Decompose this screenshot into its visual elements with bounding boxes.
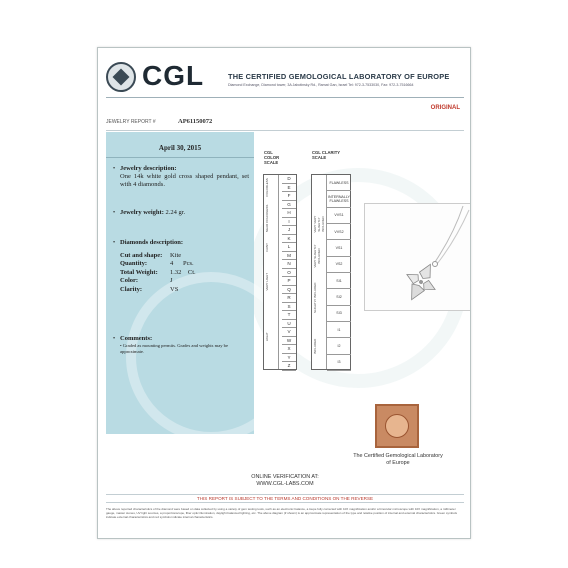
- seal-caption: The Certified Gemological Laboratory of Europe: [353, 453, 443, 466]
- color-grade: Y: [282, 354, 296, 363]
- color-grade: J: [282, 226, 296, 235]
- clarity-grade: SI1: [327, 273, 351, 289]
- color-grade: H: [282, 209, 296, 218]
- seal-emblem-icon: [385, 414, 409, 438]
- lab-seal: [375, 404, 419, 448]
- fine-print: The above reported characteristics of the diamond were based on data collected by using a variety of gem testing tools, such as an electronic balance, a loupe fully corrected with 10X magnification and/or a binocular microscope with 10X magnification, a millimeter gauge, master stones, UV light sources, a proportionscope, fiber optic illumination, daylight balanced lighting, etc. The above diagram (if shown) is an approximate representation of the type and relative position of internal and external characteristics. Green symbols indicate external characteristics and red symbols indicate internal characteristics.: [106, 507, 457, 519]
- report-date: April 30, 2015: [158, 144, 202, 152]
- color-grade: L: [282, 243, 296, 252]
- cross-pendant-icon: [365, 204, 471, 312]
- original-badge: ORIGINAL: [430, 105, 460, 111]
- weight-value: 2.24 gr.: [165, 209, 186, 216]
- diamonds-section: [113, 239, 249, 294]
- color-group-label: COLORLESS: [265, 178, 269, 197]
- clarity-group-label: INCLUDED: [313, 338, 317, 355]
- clarity-grade: INTERNALLY FLAWLESS: [327, 191, 351, 207]
- color-grade: O: [282, 269, 296, 278]
- clarity-grade: I3: [327, 355, 351, 371]
- clarity-grade: I2: [327, 338, 351, 354]
- lab-address: Diamond Exchange, Diamond tower, 3A Jabotinsky Rd., Ramat Gan, Israel Tel: 972-3-7533030, Fax: 972-3-7516664: [228, 83, 414, 87]
- color-grade: T: [282, 311, 296, 320]
- comments-title: Comments:: [120, 335, 153, 342]
- diamonds-title: Diamonds description:: [120, 239, 184, 246]
- clarity-scale: [311, 150, 351, 365]
- report-number: AP61150072: [178, 118, 213, 125]
- color-grade: F: [282, 192, 296, 201]
- bullet-icon: •: [113, 210, 116, 216]
- diamond-key: Cut and shape:: [120, 252, 163, 259]
- color-grade: W: [282, 337, 296, 346]
- divider: [106, 157, 254, 158]
- color-grade: P: [282, 277, 296, 286]
- diamond-row: [113, 260, 249, 268]
- color-grade: N: [282, 260, 296, 269]
- online-verification: [98, 474, 471, 488]
- certificate: [97, 47, 471, 539]
- color-grade: G: [282, 201, 296, 210]
- color-group-label: FAINT: [265, 243, 269, 252]
- color-scale-heading: CGL COLOR SCALE: [264, 150, 280, 165]
- clarity-group-label: VERY VERY SLIGHTLY INCLUDED: [313, 215, 325, 233]
- diamond-value: VS: [170, 285, 179, 293]
- color-grade: V: [282, 328, 296, 337]
- color-grade: X: [282, 345, 296, 354]
- bullet-icon: •: [113, 166, 116, 172]
- description-text: One 14k white gold cross shaped pendant, set with 4 diamonds.: [120, 173, 249, 188]
- clarity-grade: I1: [327, 322, 351, 338]
- color-grade: S: [282, 303, 296, 312]
- color-grade: Z: [282, 362, 296, 371]
- clarity-grade: VVS2: [327, 224, 351, 240]
- bullet-icon: •: [113, 240, 116, 246]
- diamond-row: [113, 277, 249, 285]
- logo-text: CGL: [142, 60, 205, 91]
- diamond-key: Clarity:: [120, 285, 143, 293]
- description-title: Jewelry description:: [120, 165, 177, 172]
- clarity-scale-ladder: [311, 174, 351, 370]
- clarity-group-label: VERY SLIGHTLY INCLUDED: [313, 245, 321, 269]
- diamond-key: Total Weight:: [120, 268, 158, 276]
- color-grade: Q: [282, 286, 296, 295]
- diamond-row: [113, 269, 249, 277]
- color-scale-ladder: [263, 174, 297, 370]
- pendant-photo: [364, 203, 471, 311]
- diamond-key: Quantity:: [120, 260, 148, 268]
- color-scale: [263, 150, 303, 369]
- diamond-row: [113, 286, 249, 294]
- clarity-grade: SI2: [327, 289, 351, 305]
- clarity-grade: VVS1: [327, 208, 351, 224]
- diamond-value: 1.32 Ct.: [170, 268, 196, 276]
- comments-section: [113, 335, 249, 354]
- color-grade: M: [282, 252, 296, 261]
- details-panel: [106, 132, 254, 434]
- color-grade: I: [282, 218, 296, 227]
- color-grade: K: [282, 235, 296, 244]
- diamond-value: J: [170, 277, 173, 285]
- report-label: JEWELRY REPORT #: [106, 119, 156, 125]
- cgl-logo-icon: [106, 62, 136, 92]
- divider: [106, 97, 464, 98]
- color-grade: E: [282, 184, 296, 193]
- weight-label: Jewelry weight:: [120, 209, 164, 216]
- diamond-value: 4 Pcs.: [170, 260, 194, 268]
- color-group-label: NEAR COLORLESS: [265, 203, 269, 232]
- clarity-scale-heading: CGL CLARITY SCALE: [312, 150, 340, 160]
- diamond-value: Kite: [170, 252, 182, 259]
- color-grade: D: [282, 175, 296, 184]
- lab-name: THE CERTIFIED GEMOLOGICAL LABORATORY OF EUROPE: [228, 72, 450, 81]
- terms-notice: THIS REPORT IS SUBJECT TO THE TERMS AND CONDITIONS ON THE REVERSE: [106, 494, 464, 503]
- comments-text: • Graded as mounting permits. Grades and weights may be approximate.: [120, 343, 229, 354]
- verification-url[interactable]: WWW.CGL-LABS.COM: [256, 481, 314, 487]
- weight-section: [113, 209, 249, 217]
- color-group-label: VERY LIGHT: [265, 272, 269, 291]
- clarity-grade: VS1: [327, 240, 351, 256]
- divider: [106, 130, 464, 131]
- clarity-grade: FLAWLESS: [327, 175, 351, 191]
- color-grade: R: [282, 294, 296, 303]
- bullet-icon: •: [113, 336, 116, 342]
- description-section: [113, 165, 249, 189]
- clarity-grade: VS2: [327, 257, 351, 273]
- clarity-grade: SI3: [327, 306, 351, 322]
- color-group-label: LIGHT: [265, 332, 269, 342]
- clarity-group-label: SLIGHTLY INCLUDED: [313, 282, 317, 313]
- verification-label: ONLINE VERIFICATION AT:: [251, 474, 319, 480]
- diamond-key: Color:: [120, 277, 139, 285]
- color-grade: U: [282, 320, 296, 329]
- diamond-row: [113, 252, 249, 260]
